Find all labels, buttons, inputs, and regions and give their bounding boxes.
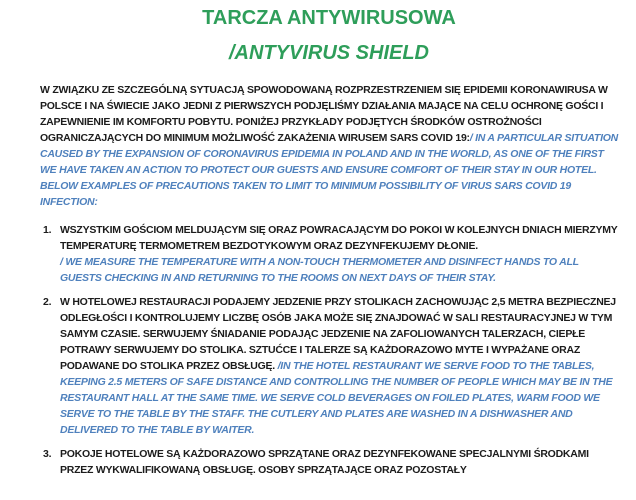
intro-polish-text: W ZWIĄZKU ZE SZCZEGÓLNĄ SYTUACJĄ SPOWODOWANĄ ROZPRZESTRZENIEM SIĘ EPIDEMII KORONAWIRUSA W POLSCE I NA ŚWIECIE JAKO JEDNI Z PIERWSZYCH PODJĘLIŚMY DZIAŁANIA MAJĄCE NA CELU OCHRONĘ GOŚCI I ZAPEWNIENIE IM KOMFORTU POBYTU. PONIŻEJ PRZYKŁADY PODJĘTYCH ŚRODKÓW OSTROŻNOŚCI OGRANICZAJĄCYCH DO MINIMUM MOŻLIWOŚĆ ZAKAŻENIA WIRUSEM SARS COVID 19: — [40, 84, 608, 144]
precautions-list — [40, 222, 618, 478]
list-item-1 — [40, 222, 618, 286]
list-item-number: 1. — [43, 224, 52, 236]
list-item-polish-text: POKOJE HOTELOWE SĄ KAŻDORAZOWO SPRZĄTANE ORAZ DEZYNFEKOWANE SPECJALNYMI ŚRODKAMI PRZEZ WYKWALIFIKOWANĄ OBSŁUGĘ. OSOBY SPRZĄTAJĄCE ORAZ POZOSTAŁY — [60, 448, 589, 476]
list-item-2 — [40, 294, 618, 438]
list-item-polish-text: W HOTELOWEJ RESTAURACJI PODAJEMY JEDZENIE PRZY STOLIKACH ZACHOWUJĄC 2,5 METRA BEZPIECZNEJ ODLEGŁOŚCI I KONTROLUJEMY LICZBĘ OSÓB JAKA MOŻE SIĘ ZNAJDOWAĆ W SALI RESTAURACYJNEJ W TYM SAMYM CZASIE. SERWUJEMY ŚNIADANIE PODAJĄC JEDZENIE NA ZAFOLIOWANYCH TALERZACH, CIEPŁE POTRAWY SERWUJEMY DO STOLIKA. SZTUĆCE I TALERZE SĄ KAŻDORAZOWO MYTE I WYPAŻANE ORAZ PODAWANE DO STOLIKA PRZEZ OBSŁUGĘ. — [60, 296, 616, 372]
list-item-english-translation: / WE MEASURE THE TEMPERATURE WITH A NON-TOUCH THERMOMETER AND DISINFECT HANDS TO ALL GUESTS CHECKING IN AND RETURNING TO THE ROOMS ON NEXT DAYS OF THEIR STAY. — [60, 256, 579, 284]
intro-english-translation: / IN A PARTICULAR SITUATION CAUSED BY THE EXPANSION OF CORONAVIRUS EPIDEMIA IN POLAND AND IN THE WORLD, AS ONE OF THE FIRST WE HAVE TAKEN AN ACTION TO PROTECT OUR GUESTS AND ENSURE COMFORT OF THEIR STAY IN OUR HOTEL. BELOW EXAMPLES OF PRECAUTIONS TAKEN TO LIMIT TO MINIMUM POSSIBILITY OF VIRUS SARS COVID 19 INFECTION: — [40, 132, 618, 208]
document-subtitle: /ANTYVIRUS SHIELD — [228, 42, 430, 64]
intro-paragraph — [40, 82, 618, 210]
list-item-body — [60, 222, 618, 286]
list-item-body — [60, 446, 618, 478]
document-title: TARCZA ANTYWIRUSOWA — [202, 7, 456, 29]
list-item-polish-text: WSZYSTKIM GOŚCIOM MELDUJĄCYM SIĘ ORAZ POWRACAJĄCYM DO POKOI W KOLEJNYCH DNIACH MIERZYMY TEMPERATURĘ TERMOMETREM BEZDOTYKOWYM ORAZ DEZYNFEKUJEMY DŁONIE. — [60, 224, 618, 252]
list-item-number: 3. — [43, 448, 52, 460]
list-item-text — [60, 294, 618, 438]
list-item-number: 2. — [43, 296, 52, 308]
list-item-body — [60, 294, 618, 438]
list-item-english-translation: /IN THE HOTEL RESTAURANT WE SERVE FOOD TO THE TABLES, KEEPING 2.5 METERS OF SAFE DISTANCE AND CONTROLLING THE NUMBER OF PEOPLE WHICH MAY BE IN THE RESTAURANT HALL AT THE SAME TIME. WE SERVE COLD BEVERAGES ON FOILED PLATES, WARM FOOD WE SERVE TO THE TABLE BY THE STAFF. THE CUTLERY AND PLATES ARE WASHED IN A DISHWASHER AND DELIVERED TO THE TABLE BY WAITER. — [60, 360, 613, 436]
list-item-3 — [40, 446, 618, 478]
